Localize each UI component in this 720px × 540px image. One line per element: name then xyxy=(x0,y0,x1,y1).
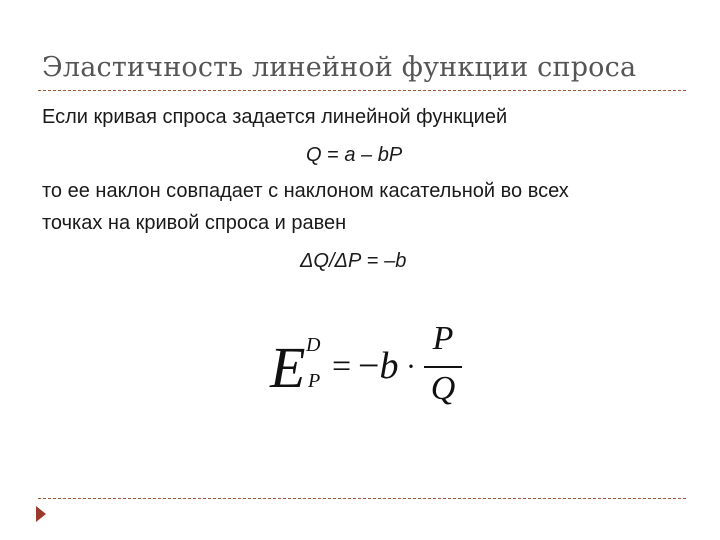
slope-equals: = xyxy=(361,250,385,272)
formula-e: E xyxy=(270,335,306,400)
eq-minus: – xyxy=(355,144,378,166)
formula-denominator: Q xyxy=(430,370,456,407)
eq-equals: = xyxy=(321,144,345,166)
formula-dot: · xyxy=(406,350,416,383)
formula-minus-b xyxy=(358,344,398,388)
footer-divider xyxy=(38,498,686,499)
title-divider xyxy=(38,90,686,91)
formula-superscript: D xyxy=(306,334,321,356)
triangle-right-icon[interactable] xyxy=(36,506,46,522)
formula-b: b xyxy=(379,345,399,387)
equation-slope xyxy=(300,250,406,273)
slope-rhs: –b xyxy=(384,250,407,272)
eq-bp: bP xyxy=(377,144,403,166)
eq-a: a xyxy=(344,144,356,166)
slide-title: Эластичность линейной функции спроса xyxy=(42,52,637,83)
formula-subscript: P xyxy=(308,370,321,392)
slope-lhs: ΔQ/ΔP xyxy=(300,250,362,272)
elasticity-formula xyxy=(270,320,470,430)
text-line-2: то ее наклон совпадает с наклоном касательной во всех xyxy=(42,180,569,202)
formula-fraction-bar xyxy=(424,366,462,368)
text-line-1: Если кривая спроса задается линейной функцией xyxy=(42,106,508,128)
eq-q: Q xyxy=(306,144,322,166)
formula-equals: = xyxy=(332,348,352,385)
text-line-3: точках на кривой спроса и равен xyxy=(42,212,347,234)
equation-demand xyxy=(306,144,402,167)
formula-numerator: P xyxy=(432,320,454,357)
formula-minus: − xyxy=(358,345,380,387)
